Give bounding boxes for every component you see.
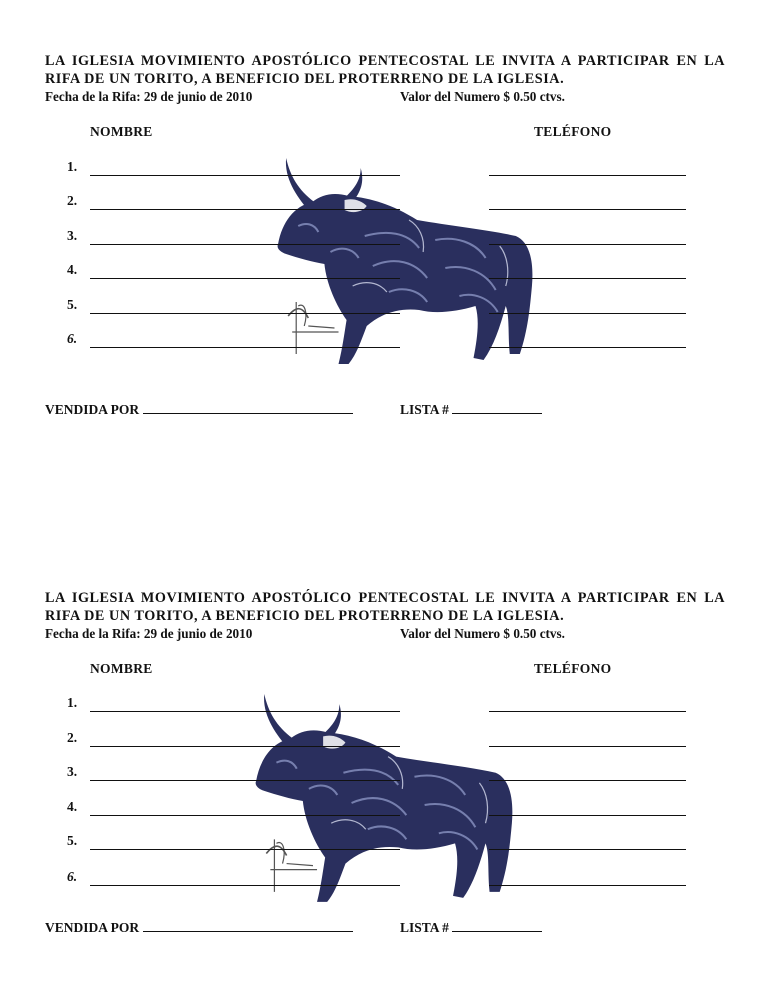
phone-field-line[interactable] (489, 175, 686, 176)
invitation-line-1: LA IGLESIA MOVIMIENTO APOSTÓLICO PENTECOSTAL LE INVITA A PARTICIPAR EN LA (45, 590, 725, 606)
row-number: 6. (67, 869, 78, 884)
name-field-line[interactable] (90, 313, 400, 314)
phone-field-line[interactable] (489, 815, 686, 816)
entry-row-2 (0, 730, 768, 750)
row-number: 5. (67, 297, 78, 312)
name-field-line[interactable] (90, 746, 400, 747)
entry-row-4 (0, 262, 768, 282)
phone-field-line[interactable] (489, 313, 686, 314)
row-number: 6. (67, 331, 78, 346)
name-field-line[interactable] (90, 815, 400, 816)
sold-by-label: VENDIDA POR (45, 402, 140, 417)
row-number: 2. (67, 730, 78, 745)
invitation-header (45, 52, 725, 88)
raffle-date: Fecha de la Rifa: 29 de junio de 2010 (45, 626, 253, 641)
name-field-line[interactable] (90, 780, 400, 781)
phone-field-line[interactable] (489, 278, 686, 279)
sold-by (45, 919, 353, 936)
entry-row-1 (0, 695, 768, 715)
list-number-field-line[interactable] (452, 401, 542, 414)
entry-row-1 (0, 159, 768, 179)
phone-field-line[interactable] (489, 780, 686, 781)
raffle-ticket-1 (0, 52, 768, 432)
phone-field-line[interactable] (489, 885, 686, 886)
list-number-field-line[interactable] (452, 919, 542, 932)
name-field-line[interactable] (90, 849, 400, 850)
raffle-date: Fecha de la Rifa: 29 de junio de 2010 (45, 89, 253, 104)
name-field-line[interactable] (90, 885, 400, 886)
list-number-label: LISTA # (400, 920, 449, 935)
name-field-line[interactable] (90, 278, 400, 279)
row-number: 1. (67, 159, 78, 174)
phone-field-line[interactable] (489, 746, 686, 747)
entry-row-6 (0, 869, 768, 889)
number-value: Valor del Numero $ 0.50 ctvs. (400, 626, 565, 641)
invitation-line-2: RIFA DE UN TORITO, A BENEFICIO DEL PROTERRENO DE LA IGLESIA. (45, 71, 565, 87)
name-field-line[interactable] (90, 711, 400, 712)
entry-row-3 (0, 228, 768, 248)
entry-row-6 (0, 331, 768, 351)
row-number: 2. (67, 193, 78, 208)
name-field-line[interactable] (90, 175, 400, 176)
list-number (400, 919, 542, 936)
phone-field-line[interactable] (489, 347, 686, 348)
row-number: 5. (67, 833, 78, 848)
invitation-header (45, 589, 725, 625)
name-field-line[interactable] (90, 244, 400, 245)
entry-row-3 (0, 764, 768, 784)
number-value: Valor del Numero $ 0.50 ctvs. (400, 89, 565, 104)
row-number: 3. (67, 228, 78, 243)
list-number-label: LISTA # (400, 402, 449, 417)
sold-by (45, 401, 353, 418)
sold-by-field-line[interactable] (143, 919, 353, 932)
phone-column-header: TELÉFONO (534, 124, 612, 139)
row-number: 4. (67, 799, 78, 814)
list-number (400, 401, 542, 418)
sold-by-field-line[interactable] (143, 401, 353, 414)
name-column-header: NOMBRE (90, 124, 153, 139)
name-field-line[interactable] (90, 209, 400, 210)
raffle-ticket-2 (0, 589, 768, 969)
phone-column-header: TELÉFONO (534, 661, 612, 676)
row-number: 4. (67, 262, 78, 277)
invitation-line-2: RIFA DE UN TORITO, A BENEFICIO DEL PROTERRENO DE LA IGLESIA. (45, 608, 565, 624)
entry-row-2 (0, 193, 768, 213)
phone-field-line[interactable] (489, 711, 686, 712)
phone-field-line[interactable] (489, 244, 686, 245)
name-field-line[interactable] (90, 347, 400, 348)
sold-by-label: VENDIDA POR (45, 920, 140, 935)
row-number: 3. (67, 764, 78, 779)
entry-row-5 (0, 297, 768, 317)
name-column-header: NOMBRE (90, 661, 153, 676)
invitation-line-1: LA IGLESIA MOVIMIENTO APOSTÓLICO PENTECOSTAL LE INVITA A PARTICIPAR EN LA (45, 53, 725, 69)
phone-field-line[interactable] (489, 209, 686, 210)
phone-field-line[interactable] (489, 849, 686, 850)
entry-row-4 (0, 799, 768, 819)
entry-row-5 (0, 833, 768, 853)
row-number: 1. (67, 695, 78, 710)
